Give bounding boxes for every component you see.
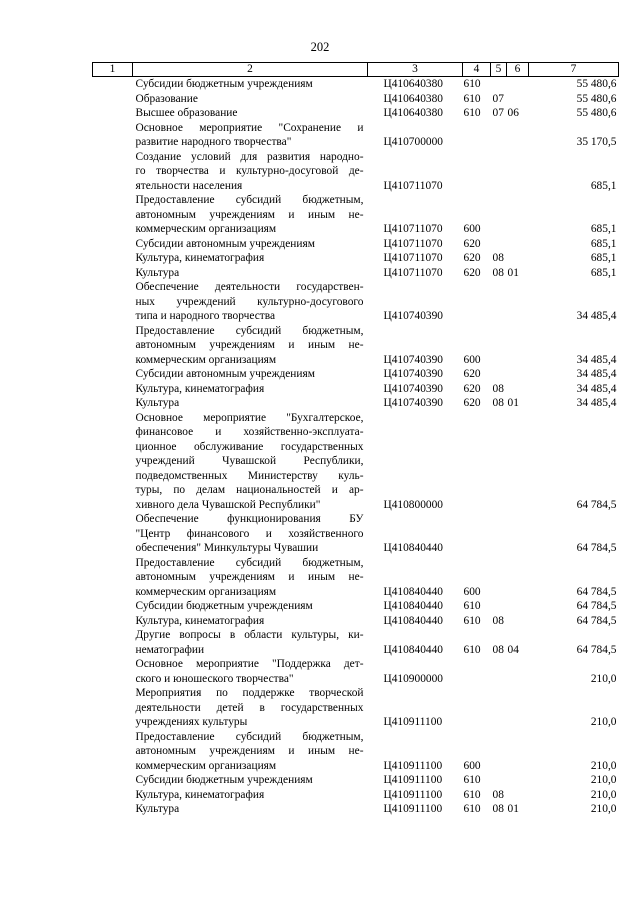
table-row bbox=[93, 628, 619, 657]
description-line: обеспечения" Минкультуры Чувашии bbox=[135, 542, 319, 554]
section-code: 07 bbox=[492, 92, 504, 105]
description-line: Субсидии бюджетным учреждениям bbox=[135, 600, 313, 612]
row-description bbox=[133, 77, 368, 92]
empty-cell bbox=[93, 657, 133, 686]
subsection-code: 01 bbox=[507, 803, 519, 815]
row-description bbox=[133, 773, 368, 788]
amount: 34 485,4 bbox=[576, 368, 617, 380]
empty-cell bbox=[93, 556, 133, 600]
amount: 210,0 bbox=[590, 716, 617, 728]
empty-cell bbox=[93, 614, 133, 629]
empty-cell bbox=[93, 280, 133, 324]
expense-type: 600 bbox=[463, 223, 481, 235]
amount: 55 480,6 bbox=[576, 92, 617, 105]
expense-type bbox=[463, 411, 491, 513]
description-line: Предоставление субсидий бюджетным, bbox=[135, 324, 364, 337]
empty-cell bbox=[93, 788, 133, 803]
empty-cell bbox=[93, 599, 133, 614]
expense-type: 610 bbox=[463, 803, 481, 815]
subsection-code bbox=[507, 773, 529, 788]
section-code: 08 bbox=[492, 397, 504, 409]
page-number: 202 bbox=[310, 40, 330, 54]
target-code: Ц410640380 bbox=[383, 92, 443, 105]
empty-cell bbox=[93, 237, 133, 252]
section-code: 08 bbox=[492, 788, 504, 801]
description-line: Субсидии автономным учреждениям bbox=[135, 237, 315, 250]
description-line: типа и народного творчества bbox=[135, 310, 276, 322]
row-description bbox=[133, 266, 368, 281]
expense-type: 600 bbox=[463, 585, 481, 598]
table-row bbox=[93, 382, 619, 397]
amount: 34 485,4 bbox=[576, 353, 617, 366]
table-row bbox=[93, 773, 619, 788]
amount: 685,1 bbox=[590, 252, 617, 264]
description-line: учреждениях культуры bbox=[135, 716, 248, 728]
target-code: Ц410911100 bbox=[383, 803, 443, 815]
table-row bbox=[93, 730, 619, 774]
description-line: ятельности населения bbox=[135, 179, 243, 192]
expense-type: 610 bbox=[463, 107, 481, 119]
amount: 210,0 bbox=[590, 788, 617, 801]
empty-cell bbox=[93, 628, 133, 657]
description-line: "Центр финансового и хозяйственного bbox=[135, 527, 364, 540]
target-code: Ц410900000 bbox=[383, 672, 443, 685]
row-description bbox=[133, 802, 368, 817]
subsection-code bbox=[507, 77, 529, 92]
expense-type: 610 bbox=[463, 643, 481, 656]
description-line: туры, по делам национальностей и ар- bbox=[135, 484, 364, 496]
row-description bbox=[133, 121, 368, 150]
expense-type: 620 bbox=[463, 397, 481, 409]
section-code bbox=[491, 512, 507, 556]
amount: 34 485,4 bbox=[576, 310, 617, 322]
section-code bbox=[491, 730, 507, 774]
empty-cell bbox=[93, 802, 133, 817]
row-description bbox=[133, 686, 368, 730]
budget-table bbox=[92, 62, 619, 817]
expense-type: 620 bbox=[463, 266, 481, 279]
target-code: Ц410740390 bbox=[383, 397, 443, 409]
description-line: автономным учреждениям и иным не- bbox=[135, 571, 364, 583]
section-code bbox=[491, 657, 507, 686]
description-line: подведомственных Министерству куль- bbox=[135, 469, 364, 482]
description-line: коммерческим организациям bbox=[135, 759, 277, 772]
expense-type bbox=[463, 121, 491, 150]
section-code bbox=[491, 150, 507, 194]
table-row bbox=[93, 237, 619, 252]
row-description bbox=[133, 614, 368, 629]
description-line: Предоставление субсидий бюджетным, bbox=[135, 194, 364, 206]
section-code bbox=[491, 237, 507, 252]
subsection-code bbox=[507, 788, 529, 803]
table-row bbox=[93, 556, 619, 600]
empty-cell bbox=[93, 77, 133, 92]
row-description bbox=[133, 411, 368, 513]
section-code: 07 bbox=[492, 107, 504, 119]
amount: 685,1 bbox=[590, 237, 617, 250]
table-row bbox=[93, 411, 619, 513]
description-line: учреждений Чувашской Республики, bbox=[135, 455, 364, 467]
row-description bbox=[133, 788, 368, 803]
target-code: Ц410840440 bbox=[383, 542, 443, 554]
row-description bbox=[133, 628, 368, 657]
subsection-code bbox=[507, 150, 529, 194]
amount: 64 784,5 bbox=[576, 643, 617, 656]
amount: 55 480,6 bbox=[576, 78, 617, 90]
subsection-code bbox=[507, 730, 529, 774]
target-code: Ц410911100 bbox=[383, 759, 443, 772]
amount: 64 784,5 bbox=[576, 542, 617, 554]
expense-type: 600 bbox=[463, 353, 481, 366]
subsection-code bbox=[507, 657, 529, 686]
amount: 35 170,5 bbox=[576, 136, 617, 148]
target-code: Ц410740390 bbox=[383, 368, 443, 380]
row-description bbox=[133, 106, 368, 121]
description-line: Культура, кинематография bbox=[135, 252, 265, 264]
description-line: Обеспечение деятельности государствен- bbox=[135, 281, 364, 293]
description-line: развитие народного творчества" bbox=[135, 136, 292, 148]
expense-type bbox=[463, 150, 491, 194]
amount: 210,0 bbox=[590, 759, 617, 772]
subsection-code bbox=[507, 556, 529, 600]
description-line: Культура bbox=[135, 397, 180, 409]
description-line: Культура, кинематография bbox=[135, 788, 265, 801]
amount: 210,0 bbox=[590, 672, 617, 685]
amount: 64 784,5 bbox=[576, 600, 617, 612]
table-row bbox=[93, 599, 619, 614]
description-line: Культура bbox=[135, 266, 180, 279]
empty-cell bbox=[93, 121, 133, 150]
subsection-code bbox=[507, 367, 529, 382]
target-code: Ц410711070 bbox=[383, 179, 443, 192]
subsection-code: 04 bbox=[507, 643, 519, 656]
empty-cell bbox=[93, 382, 133, 397]
table-row bbox=[93, 614, 619, 629]
expense-type bbox=[463, 280, 491, 324]
description-line: Другие вопросы в области культуры, ки- bbox=[135, 629, 364, 641]
target-code: Ц410911100 bbox=[383, 774, 443, 786]
section-code bbox=[491, 324, 507, 368]
table-row bbox=[93, 396, 619, 411]
subsection-code bbox=[507, 686, 529, 730]
table-body bbox=[93, 77, 619, 817]
expense-type: 610 bbox=[463, 774, 481, 786]
empty-cell bbox=[93, 150, 133, 194]
row-description bbox=[133, 193, 368, 237]
empty-cell bbox=[93, 324, 133, 368]
table-row bbox=[93, 193, 619, 237]
header-col-6: 6 bbox=[507, 63, 529, 77]
table-row bbox=[93, 512, 619, 556]
section-code bbox=[491, 411, 507, 513]
section-code: 08 bbox=[492, 252, 504, 264]
header-col-3: 3 bbox=[368, 63, 463, 77]
table-row bbox=[93, 121, 619, 150]
section-code bbox=[491, 280, 507, 324]
subsection-code bbox=[507, 121, 529, 150]
description-line: Культура, кинематография bbox=[135, 614, 265, 627]
header-col-5: 5 bbox=[491, 63, 507, 77]
target-code: Ц410840440 bbox=[383, 585, 443, 598]
section-code bbox=[491, 599, 507, 614]
description-line: Предоставление субсидий бюджетным, bbox=[135, 730, 364, 743]
expense-type: 620 bbox=[463, 368, 481, 380]
description-line: Субсидии бюджетным учреждениям bbox=[135, 774, 313, 786]
expense-type bbox=[463, 657, 491, 686]
table-row bbox=[93, 77, 619, 92]
amount: 685,1 bbox=[590, 179, 617, 192]
amount: 685,1 bbox=[590, 223, 617, 235]
table-row bbox=[93, 657, 619, 686]
amount: 34 485,4 bbox=[576, 397, 617, 409]
expense-type: 610 bbox=[463, 600, 481, 612]
amount: 64 784,5 bbox=[576, 585, 617, 598]
section-code bbox=[491, 686, 507, 730]
row-description bbox=[133, 396, 368, 411]
target-code: Ц410740390 bbox=[383, 353, 443, 366]
table-row bbox=[93, 150, 619, 194]
subsection-code bbox=[507, 237, 529, 252]
subsection-code: 01 bbox=[507, 397, 519, 409]
section-code: 08 bbox=[492, 382, 504, 395]
description-line: Основное мероприятие "Бухгалтерское, bbox=[135, 411, 364, 424]
empty-cell bbox=[93, 396, 133, 411]
table-row bbox=[93, 686, 619, 730]
subsection-code bbox=[507, 280, 529, 324]
section-code bbox=[491, 193, 507, 237]
description-line: финансовое и хозяйственно-эксплуата- bbox=[135, 426, 364, 438]
target-code: Ц410711070 bbox=[383, 223, 443, 235]
row-description bbox=[133, 382, 368, 397]
row-description bbox=[133, 657, 368, 686]
target-code: Ц410800000 bbox=[383, 498, 443, 511]
description-line: Высшее образование bbox=[135, 107, 238, 119]
empty-cell bbox=[93, 266, 133, 281]
target-code: Ц410911100 bbox=[383, 716, 443, 728]
target-code: Ц410911100 bbox=[383, 788, 443, 801]
target-code: Ц410840440 bbox=[383, 600, 443, 612]
empty-cell bbox=[93, 730, 133, 774]
subsection-code bbox=[507, 599, 529, 614]
empty-cell bbox=[93, 512, 133, 556]
table-row bbox=[93, 367, 619, 382]
description-line: ных учреждений культурно-досугового bbox=[135, 295, 364, 308]
expense-type: 620 bbox=[463, 252, 481, 264]
description-line: автономным учреждениям и иным не- bbox=[135, 339, 364, 351]
expense-type: 600 bbox=[463, 759, 481, 772]
expense-type: 620 bbox=[463, 237, 481, 250]
description-line: автономным учреждениям и иным не- bbox=[135, 208, 364, 221]
row-description bbox=[133, 730, 368, 774]
description-line: Предоставление субсидий бюджетным, bbox=[135, 556, 364, 569]
target-code: Ц410740390 bbox=[383, 310, 443, 322]
subsection-code bbox=[507, 512, 529, 556]
empty-cell bbox=[93, 251, 133, 266]
section-code bbox=[491, 556, 507, 600]
target-code: Ц410711070 bbox=[383, 266, 443, 279]
subsection-code bbox=[507, 92, 529, 107]
section-code bbox=[491, 773, 507, 788]
section-code: 08 bbox=[492, 614, 504, 627]
expense-type bbox=[463, 686, 491, 730]
table-row bbox=[93, 251, 619, 266]
section-code: 08 bbox=[492, 803, 504, 815]
row-description bbox=[133, 599, 368, 614]
header-row bbox=[93, 63, 619, 77]
description-line: Культура bbox=[135, 803, 180, 815]
row-description bbox=[133, 556, 368, 600]
header-col-2: 2 bbox=[133, 63, 368, 77]
target-code: Ц410711070 bbox=[383, 252, 443, 264]
amount: 64 784,5 bbox=[576, 498, 617, 511]
target-code: Ц410640380 bbox=[383, 78, 443, 90]
table-row bbox=[93, 280, 619, 324]
description-line: Субсидии бюджетным учреждениям bbox=[135, 78, 313, 90]
table-row bbox=[93, 92, 619, 107]
section-code bbox=[491, 121, 507, 150]
subsection-code: 01 bbox=[507, 266, 519, 279]
subsection-code bbox=[507, 411, 529, 513]
subsection-code bbox=[507, 324, 529, 368]
row-description bbox=[133, 150, 368, 194]
empty-cell bbox=[93, 367, 133, 382]
description-line: ционное обслуживание государственных bbox=[135, 440, 364, 453]
target-code: Ц410840440 bbox=[383, 614, 443, 627]
empty-cell bbox=[93, 686, 133, 730]
amount: 64 784,5 bbox=[576, 614, 617, 627]
header-col-7: 7 bbox=[529, 63, 619, 77]
expense-type: 610 bbox=[463, 788, 481, 801]
target-code: Ц410700000 bbox=[383, 136, 443, 148]
description-line: ского и юношеского творчества" bbox=[135, 672, 294, 685]
description-line: автономным учреждениям и иным не- bbox=[135, 745, 364, 757]
description-line: Основное мероприятие "Поддержка дет- bbox=[135, 658, 364, 670]
description-line: нематографии bbox=[135, 643, 205, 656]
row-description bbox=[133, 324, 368, 368]
row-description bbox=[133, 512, 368, 556]
section-code: 08 bbox=[492, 643, 504, 656]
amount: 210,0 bbox=[590, 774, 617, 786]
expense-type: 620 bbox=[463, 382, 481, 395]
section-code: 08 bbox=[492, 266, 504, 279]
row-description bbox=[133, 367, 368, 382]
description-line: Создание условий для развития народно- bbox=[135, 150, 364, 163]
empty-cell bbox=[93, 92, 133, 107]
description-line: Культура, кинематография bbox=[135, 382, 265, 395]
target-code: Ц410740390 bbox=[383, 382, 443, 395]
table-row bbox=[93, 106, 619, 121]
target-code: Ц410840440 bbox=[383, 643, 443, 656]
expense-type: 610 bbox=[463, 92, 481, 105]
description-line: Обеспечение функционирования БУ bbox=[135, 513, 364, 525]
table-row bbox=[93, 266, 619, 281]
amount: 210,0 bbox=[590, 803, 617, 815]
header-col-4: 4 bbox=[463, 63, 491, 77]
expense-type bbox=[463, 512, 491, 556]
subsection-code: 06 bbox=[507, 107, 519, 119]
target-code: Ц410640380 bbox=[383, 107, 443, 119]
description-line: Субсидии автономным учреждениям bbox=[135, 368, 315, 380]
table-row bbox=[93, 802, 619, 817]
section-code bbox=[491, 367, 507, 382]
description-line: Образование bbox=[135, 92, 198, 105]
empty-cell bbox=[93, 193, 133, 237]
expense-type: 610 bbox=[463, 78, 481, 90]
amount: 685,1 bbox=[590, 266, 617, 279]
description-line: го творчества и культурно-досуговой де- bbox=[135, 165, 364, 177]
empty-cell bbox=[93, 773, 133, 788]
subsection-code bbox=[507, 614, 529, 629]
header-col-1: 1 bbox=[93, 63, 133, 77]
row-description bbox=[133, 92, 368, 107]
subsection-code bbox=[507, 382, 529, 397]
description-line: коммерческим организациям bbox=[135, 353, 277, 366]
table-row bbox=[93, 324, 619, 368]
section-code bbox=[491, 77, 507, 92]
amount: 34 485,4 bbox=[576, 382, 617, 395]
description-line: деятельности детей в государственных bbox=[135, 701, 364, 714]
description-line: Мероприятия по поддержке творческой bbox=[135, 687, 364, 699]
target-code: Ц410711070 bbox=[383, 237, 443, 250]
description-line: коммерческим организациям bbox=[135, 585, 277, 598]
row-description bbox=[133, 280, 368, 324]
row-description bbox=[133, 237, 368, 252]
description-line: хивного дела Чувашской Республики" bbox=[135, 498, 321, 511]
description-line: Основное мероприятие "Сохранение и bbox=[135, 121, 364, 134]
table-row bbox=[93, 788, 619, 803]
amount: 55 480,6 bbox=[576, 107, 617, 119]
row-description bbox=[133, 251, 368, 266]
expense-type: 610 bbox=[463, 614, 481, 627]
description-line: коммерческим организациям bbox=[135, 223, 277, 235]
empty-cell bbox=[93, 411, 133, 513]
subsection-code bbox=[507, 251, 529, 266]
subsection-code bbox=[507, 193, 529, 237]
empty-cell bbox=[93, 106, 133, 121]
